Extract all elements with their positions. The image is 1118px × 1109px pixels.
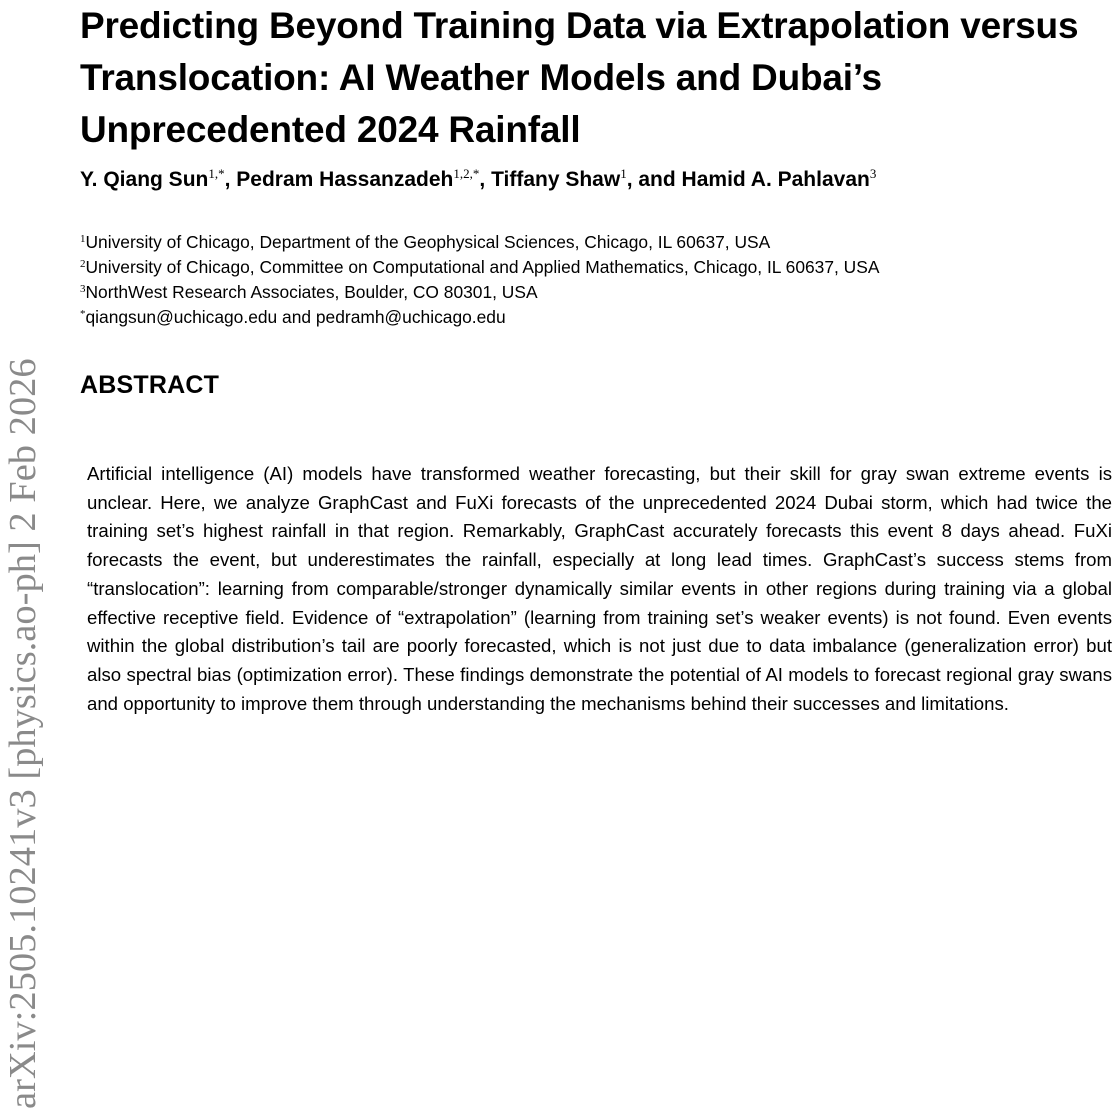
affiliation-text: University of Chicago, Department of the Geophysical Sciences, Chicago, IL 60637, USA [85, 232, 771, 252]
abstract-text: Artificial intelligence (AI) models have transformed weather forecasting, but their skill for gray swan extreme events is unclear. Here, we analyze GraphCast and FuXi forecasts of the unprecedented 2024 Dubai storm, which had twice the training set’s highest rainfall in that region. Remarkably, GraphCast accurately forecasts this event 8 days ahead. FuXi forecasts the event, but underestimates the rainfall, especially at long lead times. GraphCast’s success stems from “translocation”: learning from comparable/stronger dynamically similar events in other regions during training via a global effective receptive field. Evidence of “extrapolation” (learning from training set’s weaker events) is not found. Even events within the global distribution’s tail are poorly forecasted, which is not just due to data imbalance (generalization error) but also spectral bias (optimization error). These findings demonstrate the potential of AI models to forecast regional gray swans and opportunity to improve them through understanding the mechanisms behind their successes and limitations. [87, 463, 1112, 714]
affiliation-marker: * [80, 308, 86, 320]
author-separator: , [479, 168, 492, 191]
affiliation-line [80, 255, 1110, 280]
author-name: Pedram Hassanzadeh [236, 168, 454, 191]
author-name: Y. Qiang Sun [80, 168, 209, 191]
author-affiliation-marker: 1,2,* [453, 166, 480, 181]
affiliation-marker: 2 [80, 258, 86, 270]
affiliation-marker: 1 [80, 233, 86, 245]
affiliation-line [80, 230, 1110, 255]
author-separator: , [224, 168, 237, 191]
author-affiliation-marker: 3 [869, 166, 877, 181]
paper-title: Predicting Beyond Training Data via Extrapolation versus Translocation: AI Weather Models and Dubai’s Unprecedented 2024 Rainfall [80, 5, 1079, 150]
affiliation-line [80, 305, 1110, 330]
arxiv-identifier-text: arXiv:2505.10241v3 [physics.ao-ph] 2 Feb 2026 [2, 358, 44, 1109]
affiliation-marker: 3 [80, 283, 86, 295]
author-affiliation-marker: 1 [620, 166, 627, 181]
author-name: Tiffany Shaw [491, 168, 621, 191]
abstract-heading: ABSTRACT [80, 371, 220, 399]
author-separator: , and [626, 168, 682, 191]
author-list [80, 166, 1110, 194]
affiliation-list [80, 230, 1110, 330]
contact-emails: qiangsun@uchicago.edu and pedramh@uchicago.edu [85, 307, 506, 327]
affiliation-text: NorthWest Research Associates, Boulder, CO 80301, USA [85, 282, 538, 302]
arxiv-identifier [0, 0, 46, 1109]
affiliation-text: University of Chicago, Committee on Computational and Applied Mathematics, Chicago, IL 60637, USA [85, 257, 880, 277]
author-name: Hamid A. Pahlavan [681, 168, 870, 191]
author-affiliation-marker: 1,* [208, 166, 225, 181]
affiliation-line [80, 280, 1110, 305]
